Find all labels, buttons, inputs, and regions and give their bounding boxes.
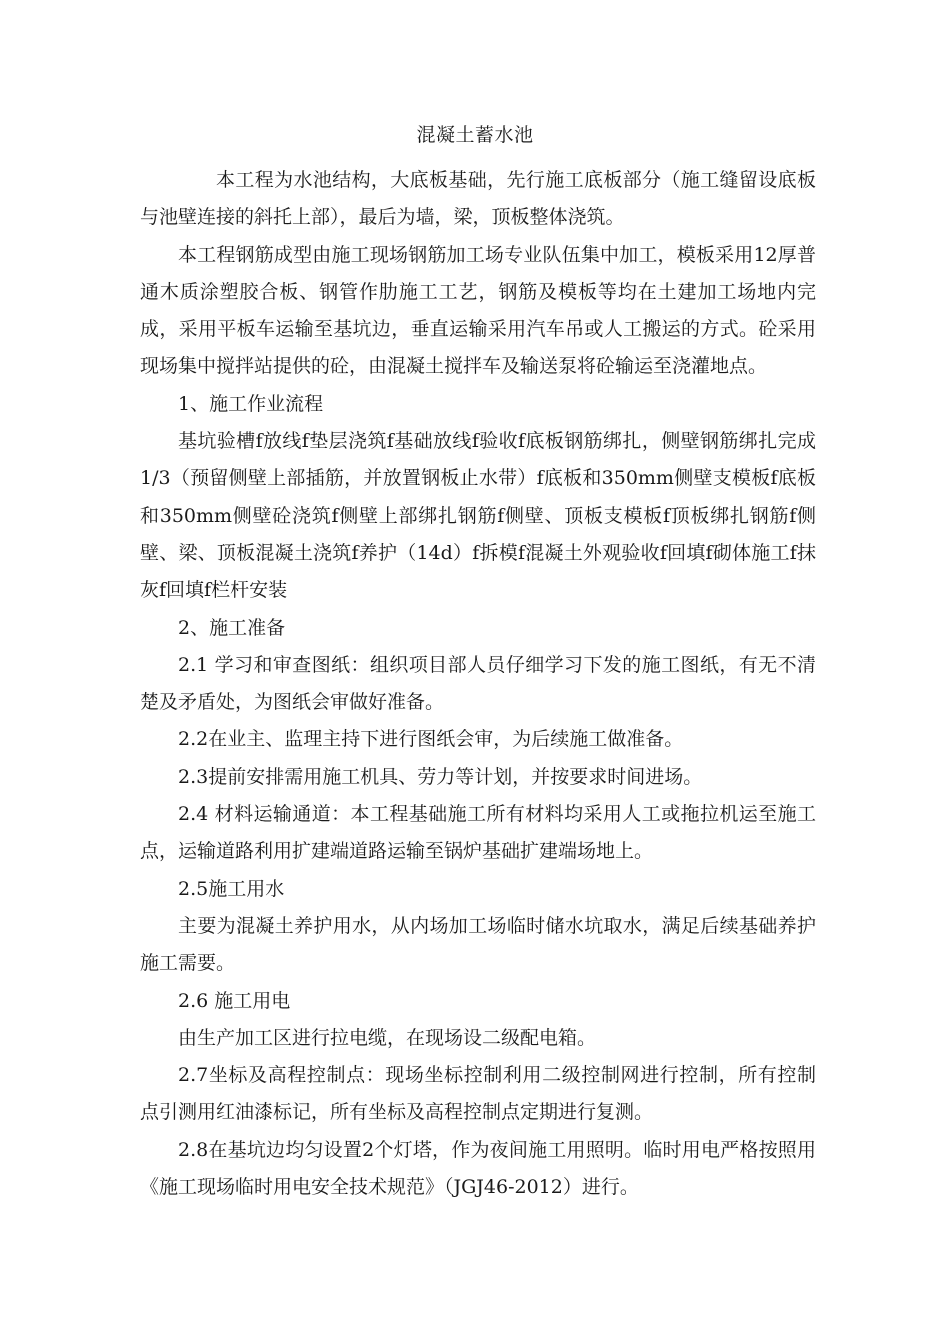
paragraph-2-1-drawings: 2.1 学习和审查图纸：组织项目部人员仔细学习下发的施工图纸，有无不清楚及矛盾处，为图纸会审做好准备。 bbox=[140, 653, 816, 714]
document-body bbox=[140, 162, 816, 1206]
paragraph-2-2-review: 2.2在业主、监理主持下进行图纸会审，为后续施工做准备。 bbox=[178, 728, 684, 751]
paragraph-project-overview: 本工程为水池结构，大底板基础，先行施工底板部分（施工缝留设底板与池壁连接的斜托上部），最后为墙，梁，顶板整体浇筑。 bbox=[140, 169, 816, 229]
paragraph-power-detail: 由生产加工区进行拉电缆，在现场设二级配电箱。 bbox=[178, 1026, 597, 1049]
paragraph-2-3-planning: 2.3提前安排需用施工机具、劳力等计划，并按要求时间进场。 bbox=[178, 765, 703, 788]
document-title: 混凝土蓄水池 bbox=[416, 124, 534, 146]
subheading-2-6-power: 2.6 施工用电 bbox=[178, 989, 291, 1012]
paragraph-rebar-formwork: 本工程钢筋成型由施工现场钢筋加工场专业队伍集中加工，模板采用12厚普通木质涂塑胶合板、钢管作肋施工工艺，钢筋及模板等均在土建加工场地内完成，采用平板车运输至基坑边，垂直运输采用汽车吊或人工搬运的方式。砼采用现场集中搅拌站提供的砼，由混凝土搅拌车及输送泵将砼输运至浇灌地点。 bbox=[140, 243, 816, 378]
paragraph-2-8-lighting: 2.8在基坑边均匀设置2个灯塔，作为夜间施工用照明。临时用电严格按照用《施工现场临时用电安全技术规范》（JGJ46-2012）进行。 bbox=[140, 1138, 816, 1199]
subheading-2-5-water: 2.5施工用水 bbox=[178, 877, 285, 900]
section-heading-workflow: 1、施工作业流程 bbox=[178, 392, 324, 415]
paragraph-workflow-steps: 基坑验槽f放线f垫层浇筑f基础放线f验收f底板钢筋绑扎，侧壁钢筋绑扎完成1/3（预留侧壁上部插筋，并放置钢板止水带）f底板和350mm侧壁支模板f底板和350mm侧壁砼浇筑f侧壁上部绑扎钢筋f侧壁、顶板支模板f顶板绑扎钢筋f侧壁、梁、顶板混凝土浇筑f养护（14d）f拆模f混凝土外观验收f回填f砌体施工f抹灰f回填f栏杆安装 bbox=[140, 430, 816, 602]
paragraph-2-4-transport: 2.4 材料运输通道：本工程基础施工所有材料均采用人工或拖拉机运至施工点，运输道路利用扩建端道路运输至锅炉基础扩建端场地上。 bbox=[140, 803, 816, 863]
section-heading-preparation: 2、施工准备 bbox=[178, 616, 286, 639]
paragraph-water-detail: 主要为混凝土养护用水，从内场加工场临时储水坑取水，满足后续基础养护施工需要。 bbox=[140, 914, 816, 975]
paragraph-2-7-survey: 2.7坐标及高程控制点：现场坐标控制利用二级控制网进行控制，所有控制点引测用红油漆标记，所有坐标及高程控制点定期进行复测。 bbox=[140, 1064, 816, 1124]
